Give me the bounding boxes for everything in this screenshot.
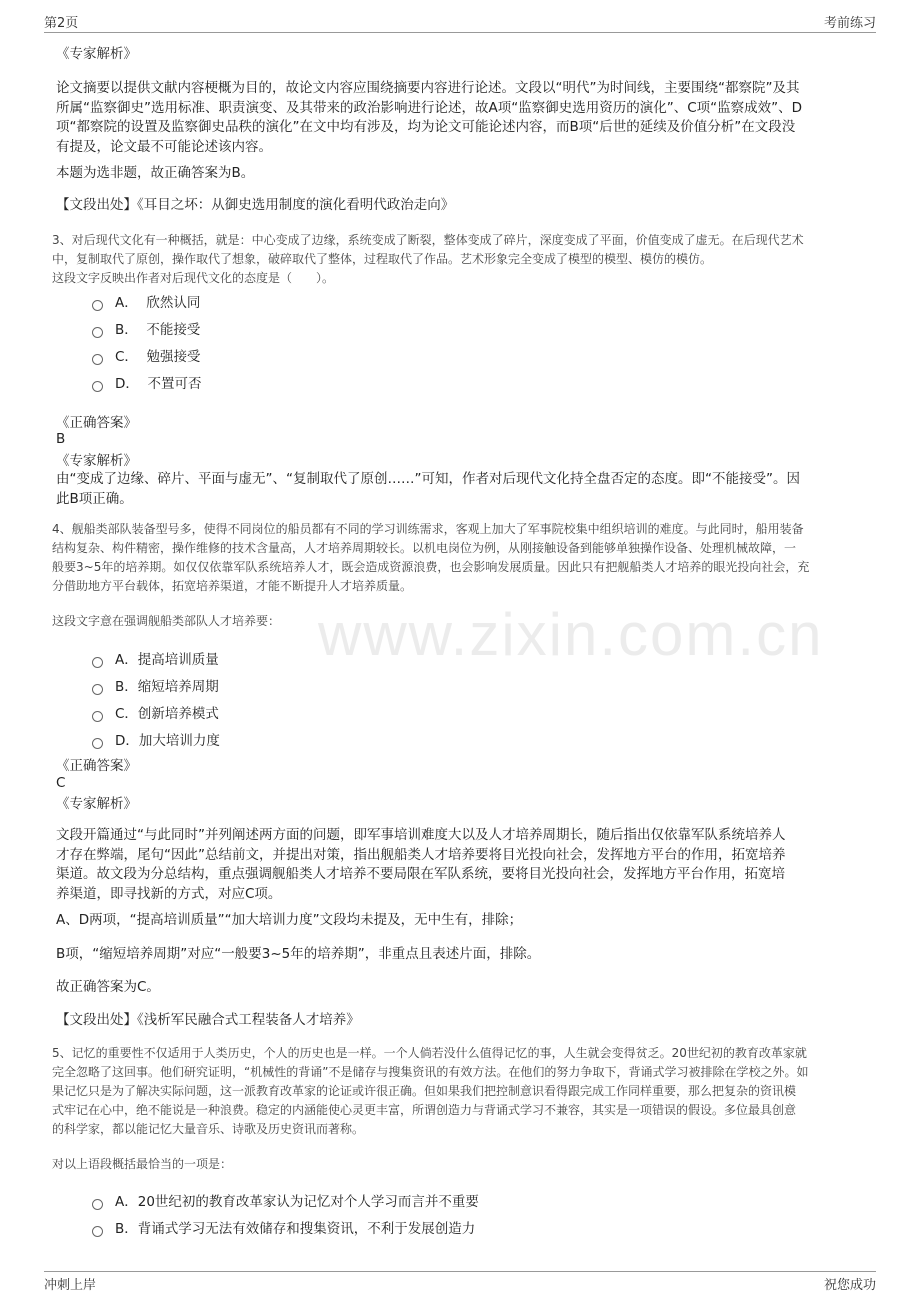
option-label: A． 欣然认同	[115, 295, 201, 311]
analysis-note-b: B项，“缩短培养周期”对应“一般要3~5年的培养期”，非重点且表述片面，排除。	[56, 946, 541, 962]
correct-answer-value: C	[56, 775, 66, 791]
radio-icon[interactable]	[92, 381, 103, 392]
option-label: B．缩短培养周期	[115, 679, 219, 695]
q3-option-b[interactable]	[92, 318, 200, 338]
footer-right-text: 祝您成功	[823, 1278, 876, 1293]
watermark: www.zixin.com.cn	[318, 601, 824, 668]
stem-line: 3、对后现代文化有一种概括，就是：中心变成了边缘，系统变成了断裂，整体变成了碎片，深度变成了平面，价值变成了虚无。在后现代艺术	[52, 233, 804, 247]
analysis-paragraph	[56, 826, 866, 904]
q5-option-b[interactable]	[92, 1217, 475, 1237]
q3-option-a[interactable]	[92, 291, 200, 311]
source-text: 【文段出处】《耳目之坏：从御史选用制度的演化看明代政治走向》	[56, 197, 455, 213]
analysis-line: 文段开篇通过“与此同时”并列阐述两方面的问题，即军事培训难度大以及人才培养周期长，随后指出仅依靠军队系统培养人	[56, 827, 786, 843]
analysis-line: 论文摘要以提供文献内容梗概为目的，故论文内容应围绕摘要内容进行论述。文段以“明代”为时间线，主要围绕“都察院”及其	[56, 80, 800, 96]
page-header	[44, 12, 876, 33]
analysis-line: 所属“监察御史”选用标准、职责演变、及其带来的政治影响进行论述，故A项“监察御史选用资历的演化”、C项“监察成效”、D	[56, 99, 803, 116]
stem-line: 般要3~5年的培养期。如仅仅依靠军队系统培养人才，既会造成资源浪费，也会影响发展质量。因此只有把舰船类人才培养的眼光投向社会，充	[52, 560, 810, 574]
correct-answer-value: B	[56, 431, 66, 447]
radio-icon[interactable]	[92, 657, 103, 668]
stem-line: 果记忆只是为了解决实际问题，这一派教育改革家的论证或许很正确。但如果我们把控制意识看得跟完成工作同样重要，那么把复杂的资讯模	[52, 1084, 797, 1098]
radio-icon[interactable]	[92, 354, 103, 365]
header-right-text: 考前练习	[823, 16, 876, 31]
analysis-line: 此B项正确。	[56, 490, 133, 507]
analysis-line: 项“都察院的设置及监察御史品秩的演化”在文中均有涉及，均为论文可能论述内容，而B项“后世的延续及价值分析”在文段没	[56, 119, 796, 135]
stem-line: 完全忽略了这回事。他们研究证明，“机械性的背诵”不是储存与搜集资讯的有效方法。在他们的努力争取下，背诵式学习被排除在学校之外。如	[52, 1065, 809, 1079]
question-5-stem	[52, 1044, 872, 1139]
stem-line: 结构复杂、构件精密，操作维修的技术含量高，人才培养周期较长。以机电岗位为例，从刚接触设备到能够单独操作设备、处理机械故障，一	[52, 541, 797, 555]
stem-line: 4、舰船类部队装备型号多，使得不同岗位的船员都有不同的学习训练需求，客观上加大了军事院校集中组织培训的难度。与此同时，船用装备	[52, 522, 804, 536]
radio-icon[interactable]	[92, 327, 103, 338]
analysis-line: 由“变成了边缘、碎片、平面与虚无”、“复制取代了原创……”可知，作者对后现代文化持全盘否定的态度。即“不能接受”。因	[56, 471, 800, 487]
radio-icon[interactable]	[92, 1226, 103, 1237]
stem-line: 这段文字反映出作者对后现代文化的态度是（ ）。	[52, 271, 335, 285]
radio-icon[interactable]	[92, 684, 103, 695]
option-label: B．背诵式学习无法有效储存和搜集资讯，不利于发展创造力	[115, 1221, 476, 1237]
stem-line: 分借助地方平台载体，拓宽培养渠道，才能不断提升人才培养质量。	[52, 579, 413, 593]
option-label: C．创新培养模式	[115, 706, 219, 722]
page-footer	[44, 1271, 876, 1293]
expert-analysis-label: 《专家解析》	[56, 453, 137, 469]
analysis-line: 渠道。故文段为分总结构，重点强调舰船类人才培养不要局限在军队系统，要将目光投向社会，发挥地方平台作用，拓宽培	[56, 866, 785, 882]
radio-icon[interactable]	[92, 711, 103, 722]
question-4-prompt: 这段文字意在强调舰船类部队人才培养要：	[52, 614, 281, 628]
radio-icon[interactable]	[92, 300, 103, 311]
conclusion-text: 本题为选非题，故正确答案为B。	[56, 165, 255, 181]
q4-option-b[interactable]	[92, 675, 219, 695]
analysis-line: 才存在弊端，尾句“因此”总结前文，并提出对策，指出舰船类人才培养要将目光投向社会，发挥地方平台的作用，拓宽培养	[56, 846, 786, 863]
q4-option-d[interactable]	[92, 729, 220, 749]
option-label: B． 不能接受	[115, 322, 201, 338]
question-4-stem	[52, 520, 872, 596]
radio-icon[interactable]	[92, 738, 103, 749]
option-label: A．提高培训质量	[115, 652, 219, 668]
q5-option-a[interactable]	[92, 1190, 479, 1210]
q3-option-c[interactable]	[92, 345, 201, 365]
question-5-prompt: 对以上语段概括最恰当的一项是：	[52, 1157, 233, 1171]
stem-line: 中，复制取代了原创，操作取代了想象，破碎取代了整体，过程取代了作品。艺术形象完全变成了模型的模型、模仿的模仿。	[52, 252, 713, 266]
stem-line: 式牢记在心中，绝不能说是一种浪费。稳定的内涵能使心灵更丰富，所谓创造力与背诵式学习不兼容，其实是一项错误的假设。多位最具创意	[52, 1103, 797, 1117]
analysis-note-ad: A、D两项，“提高培训质量”“加大培训力度”文段均未提及，无中生有，排除；	[56, 912, 523, 928]
expert-analysis-label: 《专家解析》	[56, 46, 137, 62]
source-text: 【文段出处】《浅析军民融合式工程装备人才培养》	[56, 1012, 360, 1028]
page-number: 第2页	[44, 16, 79, 31]
analysis-line: 养渠道，即寻找新的方式，对应C项。	[56, 885, 282, 902]
analysis-line: 有提及，论文最不可能论述该内容。	[56, 138, 272, 155]
option-label: D．加大培训力度	[115, 733, 220, 749]
footer-left-text: 冲刺上岸	[44, 1278, 97, 1293]
question-3-stem	[52, 231, 872, 288]
option-label: D． 不置可否	[115, 376, 202, 392]
expert-analysis-label: 《专家解析》	[56, 796, 137, 812]
q3-option-d[interactable]	[92, 372, 201, 392]
correct-answer-label: 《正确答案》	[56, 758, 137, 774]
conclusion-text: 故正确答案为C。	[56, 979, 160, 995]
q4-option-c[interactable]	[92, 702, 219, 722]
stem-line: 的科学家，都以能记忆大量音乐、诗歌及历史资讯而著称。	[52, 1122, 365, 1136]
analysis-paragraph	[56, 79, 866, 157]
q4-option-a[interactable]	[92, 648, 219, 668]
option-label: C． 勉强接受	[115, 349, 201, 365]
stem-line: 5、记忆的重要性不仅适用于人类历史，个人的历史也是一样。一个人倘若没什么值得记忆的事，人生就会变得贫乏。20世纪初的教育改革家就	[52, 1046, 807, 1060]
analysis-paragraph	[56, 470, 866, 509]
correct-answer-label: 《正确答案》	[56, 415, 137, 431]
radio-icon[interactable]	[92, 1199, 103, 1210]
option-label: A．20世纪初的教育改革家认为记忆对个人学习而言并不重要	[115, 1194, 479, 1210]
